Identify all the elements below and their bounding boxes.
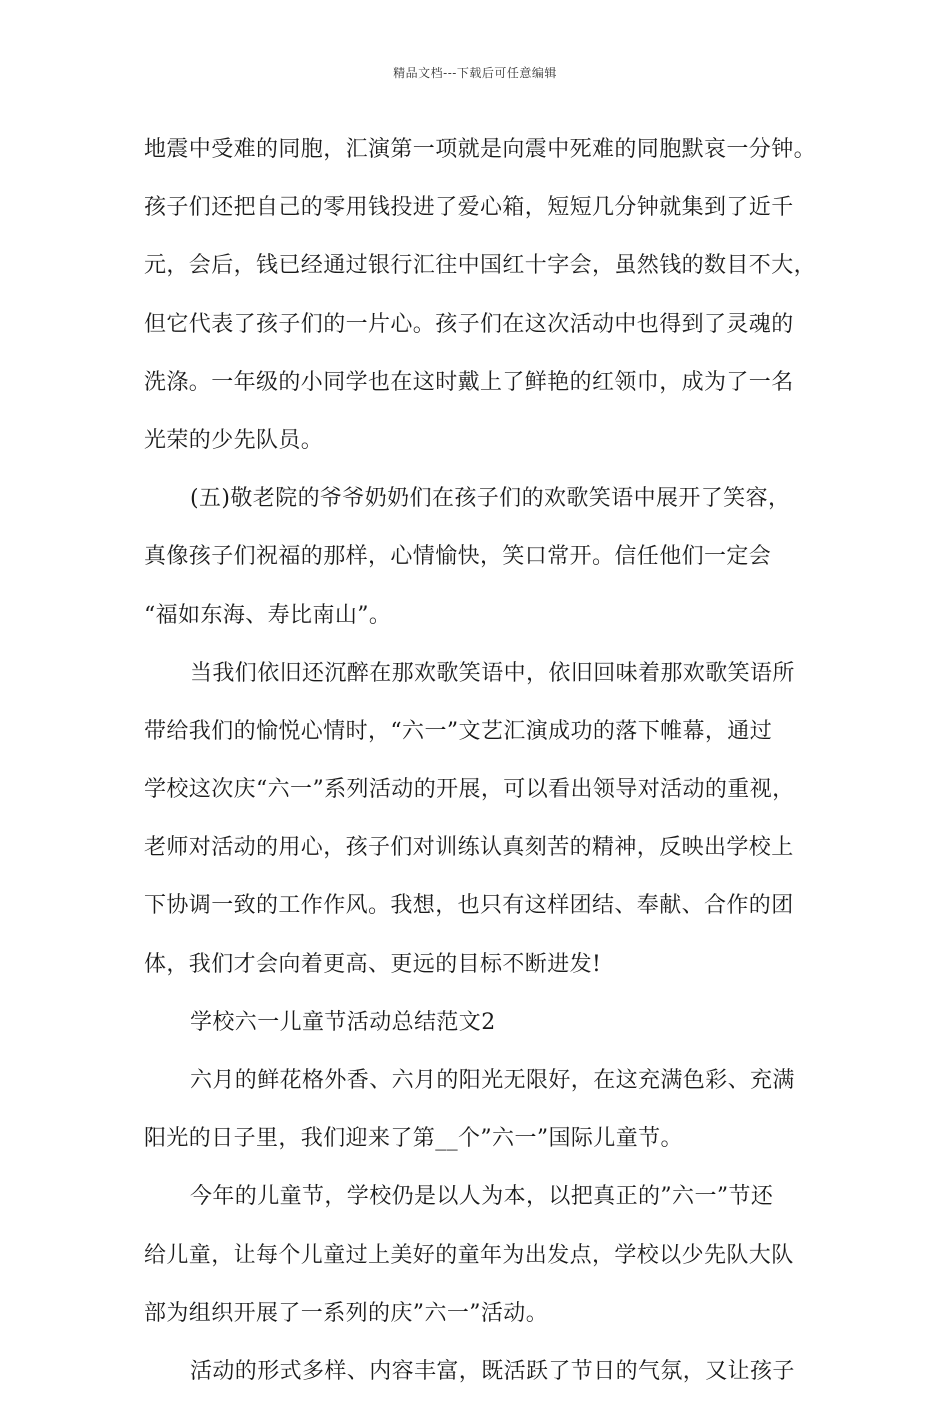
text-line: 真像孩子们祝福的那样，心情愉快，笑口常开。信任他们一定会 [144,544,772,570]
text-line: “福如东海、寿比南山”。 [144,602,392,628]
text-line: 老师对活动的用心，孩子们对训练认真刻苦的精神，反映出学校上 [144,835,794,861]
text-line: 光荣的少先队员。 [144,427,324,453]
paragraph-start: 六月的鲜花格外香、六月的阳光无限好，在这充满色彩、充满 [190,1068,795,1093]
text-line: 学校这次庆“六一”系列活动的开展，可以看出领导对活动的重视， [144,777,795,803]
paragraph-start: 当我们依旧还沉醉在那欢歌笑语中，依旧回味着那欢歌笑语所 [190,660,795,686]
paragraph-start: (五)敬老院的爷爷奶奶们在孩子们的欢歌笑语中展开了笑容， [190,486,791,512]
text-line: 给儿童，让每个儿童过上美好的童年为出发点，学校以少先队大队 [144,1242,794,1268]
paragraph-start: 今年的儿童节，学校仍是以人为本，以把真正的”六一”节还 [190,1184,774,1210]
text-line: 元，会后，钱已经通过银行汇往中国红十字会，虽然钱的数目不大， [144,253,817,279]
page-header: 精品文档---下载后可任意编辑 [393,66,557,80]
text-line: 阳光的日子里，我们迎来了第__个”六一”国际儿童节。 [144,1126,683,1152]
section-heading: 学校六一儿童节活动总结范文2 [190,1009,496,1035]
paragraph-start: 活动的形式多样、内容丰富，既活跃了节日的气氛，又让孩子 [190,1358,795,1384]
text-line: 部为组织开展了一系列的庆”六一”活动。 [144,1300,549,1326]
text-line: 但它代表了孩子们的一片心。孩子们在这次活动中也得到了灵魂的 [144,311,794,337]
text-line: 洗涤。一年级的小同学也在这时戴上了鲜艳的红领巾，成为了一名 [144,369,794,395]
text-line: 地震中受难的同胞，汇演第一项就是向震中死难的同胞默哀一分钟。 [144,137,817,162]
text-line: 孩子们还把自己的零用钱投进了爱心箱，短短几分钟就集到了近千 [144,195,794,221]
document-body [144,130,816,1410]
text-line: 体，我们才会向着更高、更远的目标不断进发! [144,951,602,977]
text-line: 带给我们的愉悦心情时，“六一”文艺汇演成功的落下帷幕，通过 [144,718,773,744]
text-line: 下协调一致的工作作风。我想，也只有这样团结、奉献、合作的团 [144,893,794,919]
